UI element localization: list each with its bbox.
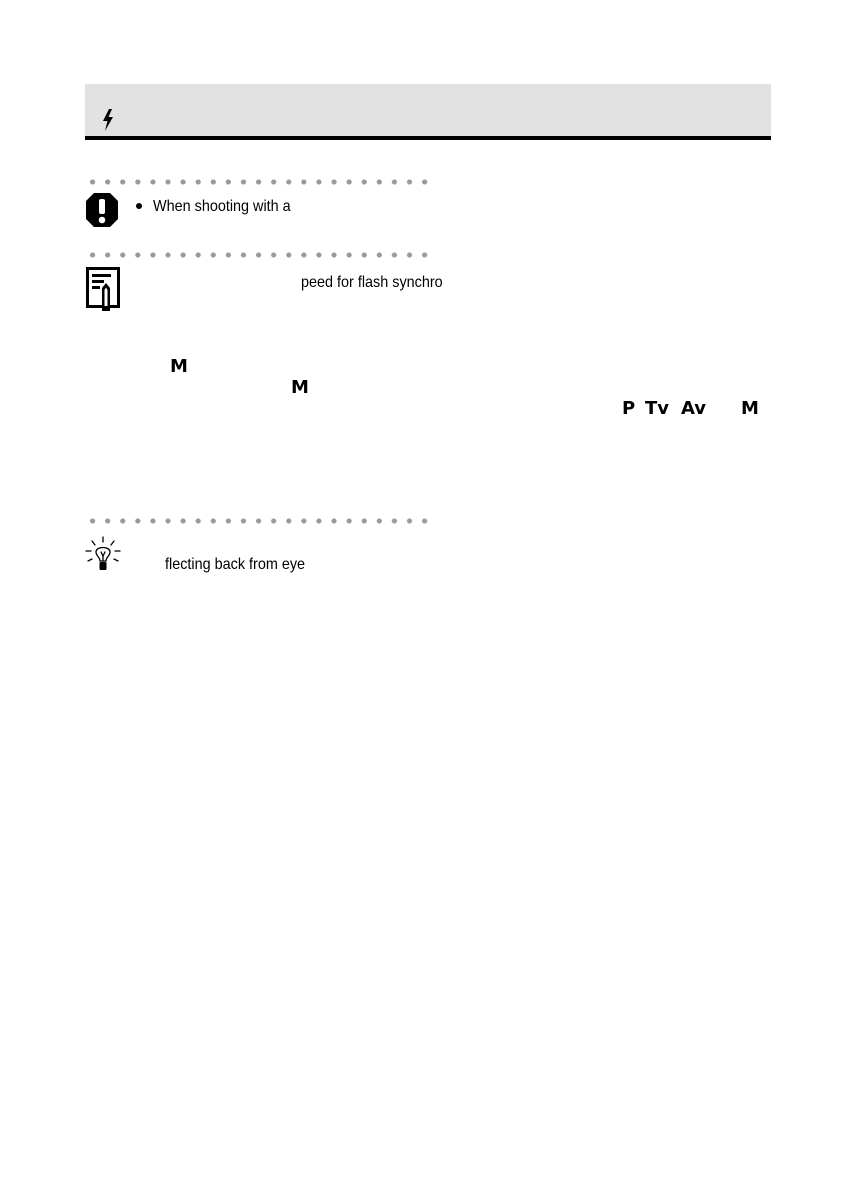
caution-icon	[85, 192, 119, 228]
mode-tv-symbol: Tv	[645, 398, 670, 419]
note-text: peed for flash synchro	[301, 274, 443, 291]
mode-p-symbol: P	[622, 398, 636, 419]
caution-text: When shooting with a	[153, 198, 291, 215]
mode-av-symbol: Av	[681, 398, 707, 419]
dotted-separator	[85, 518, 435, 524]
section-header-band	[85, 84, 771, 140]
flash-icon	[101, 109, 115, 131]
lightbulb-icon	[84, 536, 122, 572]
tip-text: flecting back from eye	[165, 556, 306, 573]
list-bullet	[136, 203, 142, 209]
dotted-separator	[85, 252, 435, 258]
dotted-separator	[85, 179, 435, 185]
mode-m-symbol: M	[741, 398, 759, 419]
mode-m-symbol: M	[291, 377, 309, 398]
note-icon	[85, 266, 121, 312]
mode-m-symbol: M	[170, 356, 188, 377]
